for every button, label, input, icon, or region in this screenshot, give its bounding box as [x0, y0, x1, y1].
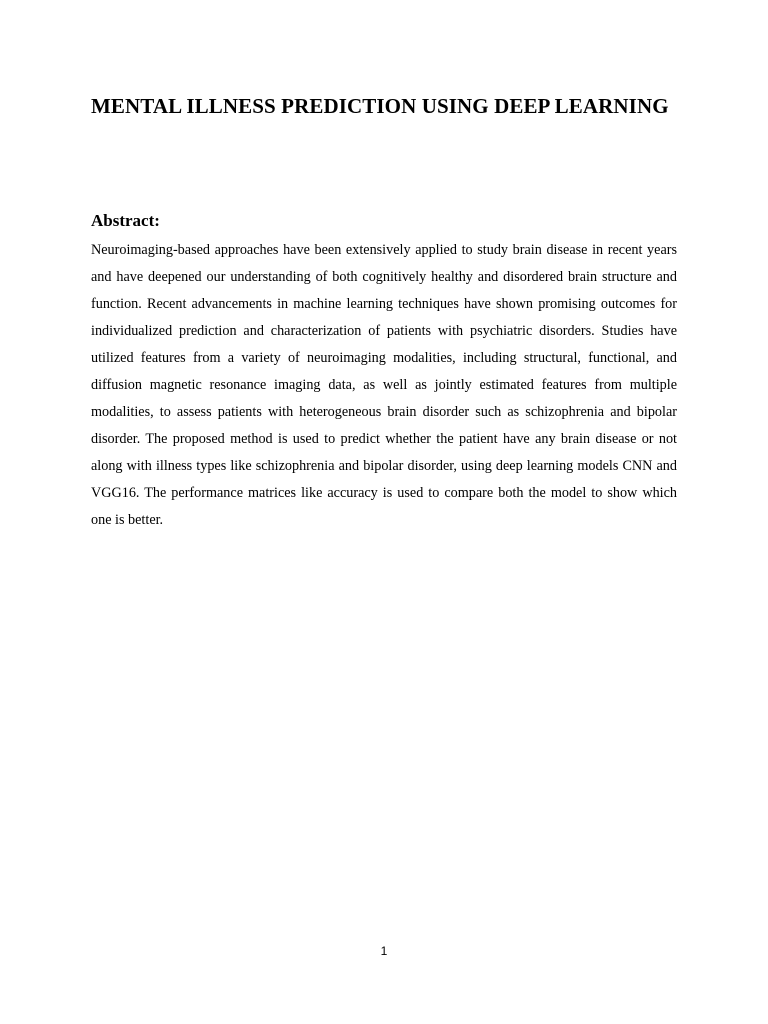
document-title: MENTAL ILLNESS PREDICTION USING DEEP LEARNING — [91, 94, 669, 118]
abstract-heading: Abstract: — [91, 211, 160, 230]
page-number: 1 — [380, 944, 388, 958]
abstract-paragraph: Neuroimaging-based approaches have been extensively applied to study brain disease in recent years and have deepened our understanding of both cognitively healthy and disordered brain structure and function. Recent advancements in machine learning techniques have shown promising outcomes for individualized prediction and characterization of patients with psychiatric disorders. Studies have utilized features from a variety of neuroimaging modalities, including structural, functional, and diffusion magnetic resonance imaging data, as well as jointly estimated features from multiple modalities, to assess patients with heterogeneous brain disorder such as schizophrenia and bipolar disorder. The proposed method is used to predict whether the patient have any brain disease or not along with illness types like schizophrenia and bipolar disorder, using deep learning models CNN and VGG16. The performance matrices like accuracy is used to compare both the model to show which one is better. — [91, 242, 677, 528]
